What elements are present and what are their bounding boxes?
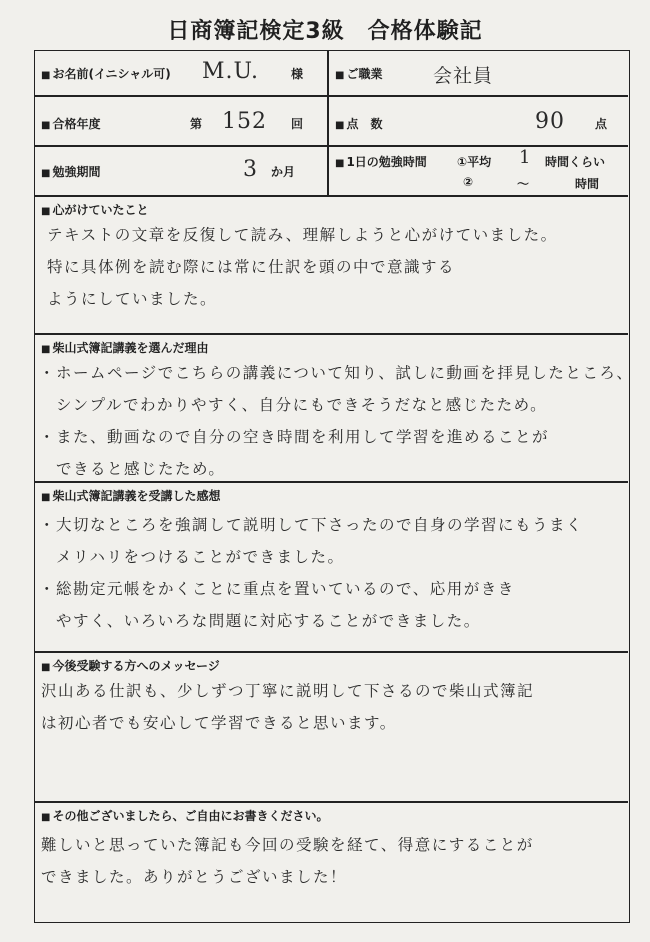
year-label: ■ 合格年度 — [41, 115, 100, 132]
section1-line: ようにしていました。 — [47, 290, 218, 308]
study-period-label: ■ 勉強期間 — [41, 163, 100, 180]
section4-text — [41, 675, 534, 739]
daily-opt2-suffix: 時間 — [575, 177, 600, 191]
section2-line: ・また、動画なので自分の空き時間を利用して学習を進めることが — [39, 428, 550, 446]
daily-opt1-suffix: 時間くらい — [545, 155, 606, 169]
section5-label: ■ その他ございましたら、ご自由にお書きください。 — [41, 807, 328, 824]
score-label: ■ 点 数 — [335, 115, 382, 132]
section1-line: テキストの文章を反復して読み、理解しようと心がけていました。 — [47, 226, 558, 244]
year-value: 152 — [222, 109, 267, 134]
occupation-label: ■ ご職業 — [335, 65, 382, 82]
score-suffix: 点 — [595, 117, 608, 131]
name-suffix: 様 — [291, 67, 304, 81]
section1-text — [47, 219, 558, 315]
section4-label: ■ 今後受験する方へのメッセージ — [41, 657, 220, 674]
section3-line: ・総勘定元帳をかくことに重点を置いているので、応用がきき — [39, 580, 515, 598]
occupation-value: 会社員 — [433, 65, 494, 87]
year-suffix: 回 — [291, 117, 304, 131]
section5-line: 難しいと思っていた簿記も今回の受験を経て、得意にすることが — [41, 836, 534, 854]
daily-opt1-label: ①平均 — [457, 155, 492, 169]
section2-line: ・ホームページでこちらの講義について知り、試しに動画を拝見したところ、 — [39, 364, 634, 382]
name-value: M.U. — [202, 59, 260, 84]
section3-text — [39, 509, 583, 637]
daily-study-label: ■ 1日の勉強時間 — [335, 153, 427, 170]
section4-line: は初心者でも安心して学習できると思います。 — [41, 714, 397, 732]
section1-line: 特に具体例を読む際には常に仕訳を頭の中で意識する — [47, 258, 456, 276]
experience-form — [34, 50, 634, 923]
section5-text — [41, 829, 534, 893]
section3-label: ■ 柴山式簿記講義を受講した感想 — [41, 487, 220, 504]
daily-opt2-sep: ～ — [517, 177, 530, 191]
section2-line: できると感じたため。 — [39, 460, 226, 478]
study-period-suffix: か月 — [271, 165, 296, 179]
document-title: 日商簿記検定3級 合格体験記 — [167, 19, 483, 44]
section3-line: ・大切なところを強調して説明して下さったので自身の学習にもうまく — [39, 516, 584, 534]
name-label: ■ お名前(イニシャル可) — [41, 65, 171, 82]
study-period-value: 3 — [243, 157, 258, 182]
section1-label: ■ 心がけていたこと — [41, 201, 148, 218]
daily-opt1-value: 1 — [519, 147, 532, 168]
section2-text — [39, 357, 633, 485]
year-prefix: 第 — [190, 117, 203, 131]
section2-label: ■ 柴山式簿記講義を選んだ理由 — [41, 339, 208, 356]
score-value: 90 — [535, 109, 565, 134]
section2-line: シンプルでわかりやすく、自分にもできそうだなと感じたため。 — [39, 396, 548, 414]
section3-line: メリハリをつけることができました。 — [39, 548, 345, 566]
section4-line: 沢山ある仕訳も、少しずつ丁寧に説明して下さるので柴山式簿記 — [41, 682, 535, 700]
daily-opt2-label: ② — [463, 175, 474, 189]
section3-line: やすく、いろいろな問題に対応することができました。 — [39, 612, 481, 630]
section5-line: できました。ありがとうございました！ — [41, 868, 348, 886]
